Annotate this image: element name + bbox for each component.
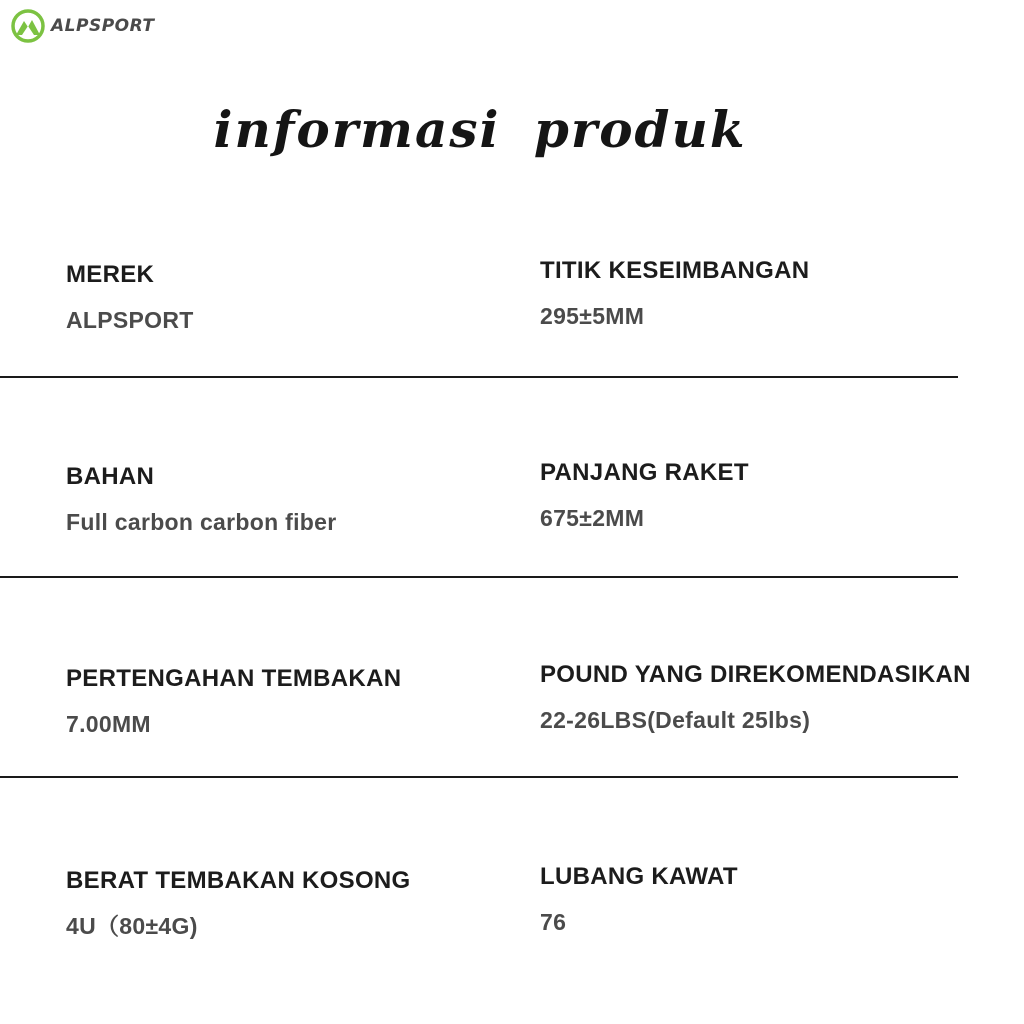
spec-label: PANJANG RAKET — [540, 459, 749, 486]
spec-titik-keseimbangan — [540, 257, 809, 330]
row-divider — [0, 776, 958, 778]
spec-pertengahan-tembakan — [66, 665, 401, 738]
spec-value: 4U（80±4G) — [66, 913, 198, 939]
brand-name: ALPSPORT — [51, 16, 155, 36]
spec-pound-direkomendasikan — [540, 661, 971, 734]
spec-label: BAHAN — [66, 463, 155, 490]
spec-panjang-raket — [540, 459, 749, 532]
spec-label: TITIK KESEIMBANGAN — [540, 257, 810, 284]
spec-value: Full carbon carbon fiber — [66, 509, 337, 535]
spec-value: 7.00MM — [66, 711, 151, 737]
spec-merek — [66, 261, 194, 334]
row-divider — [0, 376, 958, 378]
brand-logo — [11, 8, 155, 44]
spec-value: 76 — [540, 909, 567, 935]
spec-label: LUBANG KAWAT — [540, 863, 738, 890]
spec-value: 22-26LBS(Default 25lbs) — [540, 707, 811, 733]
spec-bahan — [66, 463, 336, 536]
alpsport-mountain-logo-icon — [11, 9, 45, 43]
spec-value: 675±2MM — [540, 505, 645, 531]
spec-label: BERAT TEMBAKAN KOSONG — [66, 867, 411, 894]
page-title: informasi produk — [213, 100, 747, 159]
spec-label: POUND YANG DIREKOMENDASIKAN — [540, 661, 971, 688]
spec-label: PERTENGAHAN TEMBAKAN — [66, 665, 402, 692]
spec-value: ALPSPORT — [66, 307, 194, 333]
row-divider — [0, 576, 958, 578]
spec-lubang-kawat — [540, 863, 738, 936]
spec-berat-tembakan-kosong — [66, 867, 411, 940]
spec-label: MEREK — [66, 261, 155, 288]
spec-value: 295±5MM — [540, 303, 645, 329]
